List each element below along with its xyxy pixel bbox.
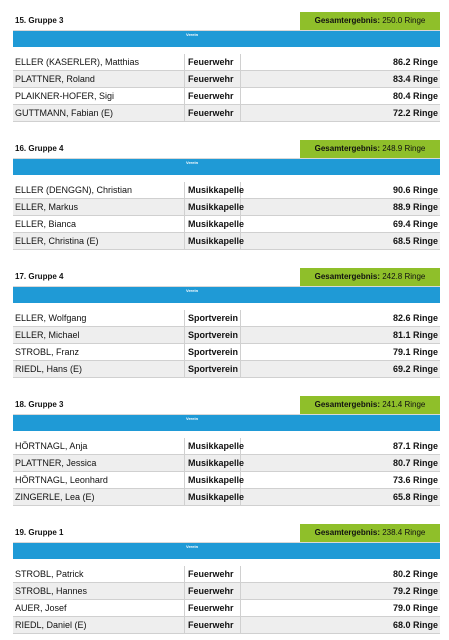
member-score: 86.2 Ringe [392, 57, 438, 67]
member-row [13, 617, 440, 634]
member-name: RIEDL, Daniel (E) [13, 617, 185, 633]
member-club: Musikkapelle [185, 199, 241, 215]
member-club: Feuerwehr [185, 54, 241, 70]
total-label: Gesamtergebnis: [314, 400, 380, 409]
spacer [13, 303, 440, 310]
group-total-badge [300, 12, 440, 30]
group-title: 19. Gruppe 1 [15, 528, 64, 537]
member-name: STROBL, Hannes [13, 583, 185, 599]
group-title: 16. Gruppe 4 [15, 144, 64, 153]
total-label: Gesamtergebnis: [314, 272, 380, 281]
column-header-verein: Verein [186, 288, 199, 293]
member-score: 69.4 Ringe [392, 219, 438, 229]
member-row [13, 310, 440, 327]
member-club: Feuerwehr [185, 71, 241, 87]
group-title: 17. Gruppe 4 [15, 272, 64, 281]
member-score: 73.6 Ringe [392, 475, 438, 485]
member-name: ZINGERLE, Lea (E) [13, 489, 185, 505]
spacer [13, 175, 440, 182]
group-total-badge [300, 396, 440, 414]
member-club: Sportverein [185, 344, 241, 360]
group-total-badge [300, 268, 440, 286]
column-header-verein: Verein [186, 416, 199, 421]
group-block [13, 12, 440, 122]
group-header [13, 396, 440, 415]
member-row [13, 455, 440, 472]
member-club: Feuerwehr [185, 600, 241, 616]
member-name: HÖRTNAGL, Anja [13, 438, 185, 454]
member-score: 68.5 Ringe [392, 236, 438, 246]
member-row [13, 344, 440, 361]
total-value: 248.9 Ringe [382, 144, 426, 153]
group-total-badge [300, 524, 440, 542]
column-header-bar [13, 159, 440, 175]
group-block [13, 268, 440, 378]
member-name: STROBL, Patrick [13, 566, 185, 582]
member-name: ELLER, Michael [13, 327, 185, 343]
group-block [13, 396, 440, 506]
member-score: 80.2 Ringe [392, 569, 438, 579]
member-name: STROBL, Franz [13, 344, 185, 360]
member-score: 81.1 Ringe [392, 330, 438, 340]
member-row [13, 583, 440, 600]
member-row [13, 233, 440, 250]
total-label: Gesamtergebnis: [314, 528, 380, 537]
member-name: AUER, Josef [13, 600, 185, 616]
member-score: 79.2 Ringe [392, 586, 438, 596]
spacer [13, 431, 440, 438]
member-score: 69.2 Ringe [392, 364, 438, 374]
member-score: 65.8 Ringe [392, 492, 438, 502]
member-name: HÖRTNAGL, Leonhard [13, 472, 185, 488]
member-row [13, 600, 440, 617]
member-name: ELLER (KASERLER), Matthias [13, 54, 185, 70]
member-score: 80.4 Ringe [392, 91, 438, 101]
member-row [13, 71, 440, 88]
member-row [13, 327, 440, 344]
spacer [13, 559, 440, 566]
member-club: Sportverein [185, 310, 241, 326]
member-club: Feuerwehr [185, 566, 241, 582]
member-club: Feuerwehr [185, 105, 241, 121]
member-score: 68.0 Ringe [392, 620, 438, 630]
total-value: 242.8 Ringe [382, 272, 426, 281]
member-club: Feuerwehr [185, 88, 241, 104]
total-value: 241.4 Ringe [382, 400, 426, 409]
column-header-bar [13, 543, 440, 559]
member-club: Feuerwehr [185, 617, 241, 633]
column-header-bar [13, 287, 440, 303]
member-score: 80.7 Ringe [392, 458, 438, 468]
member-club: Musikkapelle [185, 233, 241, 249]
member-score: 79.0 Ringe [392, 603, 438, 613]
member-row [13, 199, 440, 216]
group-block [13, 140, 440, 250]
group-total-badge [300, 140, 440, 158]
member-name: ELLER, Christina (E) [13, 233, 185, 249]
spacer [13, 47, 440, 54]
member-club: Sportverein [185, 327, 241, 343]
member-row [13, 438, 440, 455]
member-club: Musikkapelle [185, 216, 241, 232]
member-club: Musikkapelle [185, 182, 241, 198]
column-header-bar [13, 415, 440, 431]
member-row [13, 216, 440, 233]
member-row [13, 566, 440, 583]
column-header-verein: Verein [186, 160, 199, 165]
member-club: Musikkapelle [185, 455, 241, 471]
total-label: Gesamtergebnis: [314, 144, 380, 153]
total-value: 238.4 Ringe [382, 528, 426, 537]
member-row [13, 88, 440, 105]
member-club: Musikkapelle [185, 438, 241, 454]
member-row [13, 361, 440, 378]
group-header [13, 12, 440, 31]
member-score: 87.1 Ringe [392, 441, 438, 451]
group-block [13, 524, 440, 634]
group-header [13, 140, 440, 159]
member-row [13, 472, 440, 489]
member-name: PLAIKNER-HOFER, Sigi [13, 88, 185, 104]
total-value: 250.0 Ringe [382, 16, 426, 25]
member-row [13, 105, 440, 122]
member-club: Feuerwehr [185, 583, 241, 599]
member-club: Musikkapelle [185, 489, 241, 505]
member-score: 88.9 Ringe [392, 202, 438, 212]
group-header [13, 268, 440, 287]
member-score: 79.1 Ringe [392, 347, 438, 357]
total-label: Gesamtergebnis: [314, 16, 380, 25]
member-row [13, 54, 440, 71]
member-score: 72.2 Ringe [392, 108, 438, 118]
member-name: ELLER, Wolfgang [13, 310, 185, 326]
member-name: PLATTNER, Roland [13, 71, 185, 87]
member-name: PLATTNER, Jessica [13, 455, 185, 471]
member-name: RIEDL, Hans (E) [13, 361, 185, 377]
member-row [13, 489, 440, 506]
member-name: ELLER (DENGGN), Christian [13, 182, 185, 198]
column-header-verein: Verein [186, 32, 199, 37]
column-header-verein: Verein [186, 544, 199, 549]
member-name: ELLER, Markus [13, 199, 185, 215]
member-club: Musikkapelle [185, 472, 241, 488]
column-header-bar [13, 31, 440, 47]
member-name: GUTTMANN, Fabian (E) [13, 105, 185, 121]
member-row [13, 182, 440, 199]
member-club: Sportverein [185, 361, 241, 377]
group-title: 18. Gruppe 3 [15, 400, 64, 409]
member-name: ELLER, Bianca [13, 216, 185, 232]
member-score: 83.4 Ringe [392, 74, 438, 84]
member-score: 90.6 Ringe [392, 185, 438, 195]
group-title: 15. Gruppe 3 [15, 16, 64, 25]
group-header [13, 524, 440, 543]
member-score: 82.6 Ringe [392, 313, 438, 323]
